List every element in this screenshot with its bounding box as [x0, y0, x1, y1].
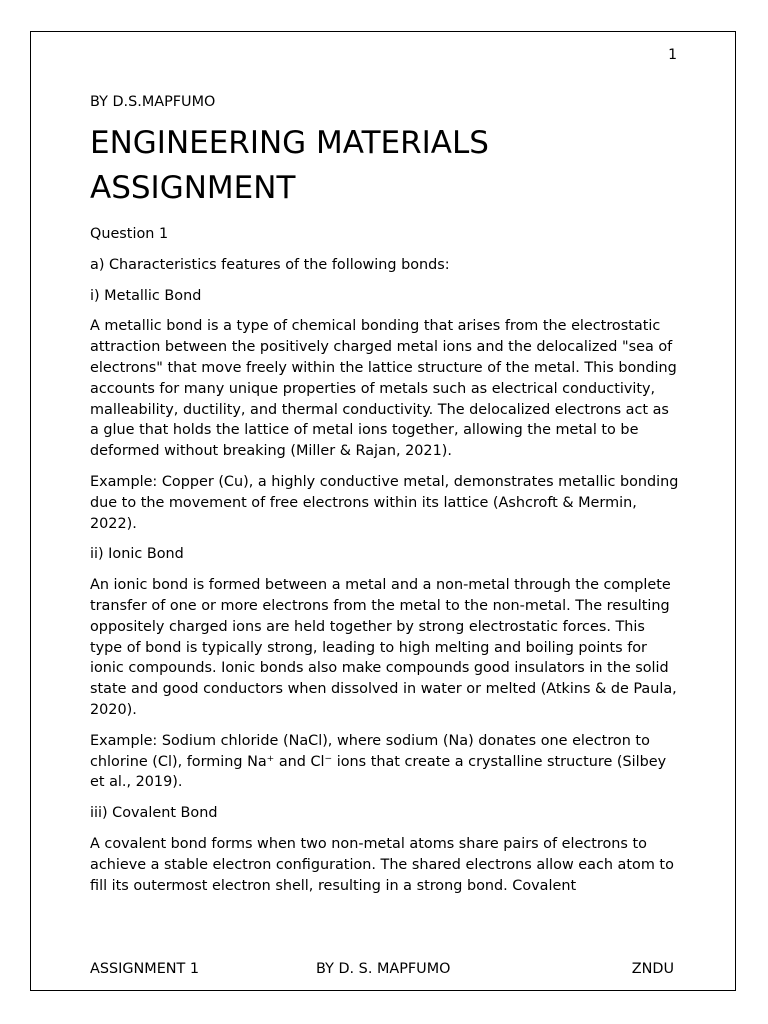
footer-right: ZNDU: [631, 961, 674, 977]
document-title: ENGINEERING MATERIALS ASSIGNMENT: [90, 125, 489, 206]
metallic-bond-body: A metallic bond is a type of chemical bonding that arises from the electrostatic attraction between the positively charged metal ions and the delocalized "sea of electrons" that move freely within the lattice structure of the metal. This bonding accounts for many unique properties of metals such as electrical conductivity, malleability, ductility, and thermal conductivity. The delocalized electrons act as a glue that holds the lattice of metal ions together, allowing the metal to be deformed without breaking (Miller & Rajan, 2021).: [90, 318, 677, 460]
covalent-bond-body: A covalent bond forms when two non-metal atoms share pairs of electrons to achieve a stable electron configuration. The shared electrons allow each atom to fill its outermost electron shell, resulting in a strong bond. Covalent: [90, 835, 674, 894]
page-content: [90, 92, 680, 906]
metallic-bond-heading: i) Metallic Bond: [90, 287, 202, 304]
question-heading: Question 1: [90, 226, 169, 242]
ionic-bond-body: An ionic bond is formed between a metal and a non-metal through the complete transfer of one or more electrons from the metal to the non-metal. The resulting oppositely charged ions are held together by strong electrostatic forces. This type of bond is typically strong, leading to high melting and boiling points for ionic compounds. Ionic bonds also make compounds good insulators in the solid state and good conductors when dissolved in water or melted (Atkins & de Paula, 2020).: [90, 577, 677, 718]
ionic-bond-example: Example: Sodium chloride (NaCl), where sodium (Na) donates one electron to chlorine (Cl), forming Na⁺ and Cl⁻ ions that create a crystalline structure (Silbey et al., 2019).: [90, 732, 667, 791]
covalent-bond-heading: iii) Covalent Bond: [90, 805, 218, 822]
footer-center: BY D. S. MAPFUMO: [316, 961, 451, 977]
page-number: 1: [668, 47, 677, 63]
document-page: [30, 31, 736, 991]
metallic-bond-example: Example: Copper (Cu), a highly conductive metal, demonstrates metallic bonding due to the movement of free electrons within its lattice (Ashcroft & Mermin, 2022).: [90, 473, 679, 532]
part-a-heading: a) Characteristics features of the following bonds:: [90, 256, 450, 273]
ionic-bond-heading: ii) Ionic Bond: [90, 546, 184, 563]
footer-left: ASSIGNMENT 1: [90, 961, 200, 977]
author-line: BY D.S.MAPFUMO: [90, 94, 216, 110]
